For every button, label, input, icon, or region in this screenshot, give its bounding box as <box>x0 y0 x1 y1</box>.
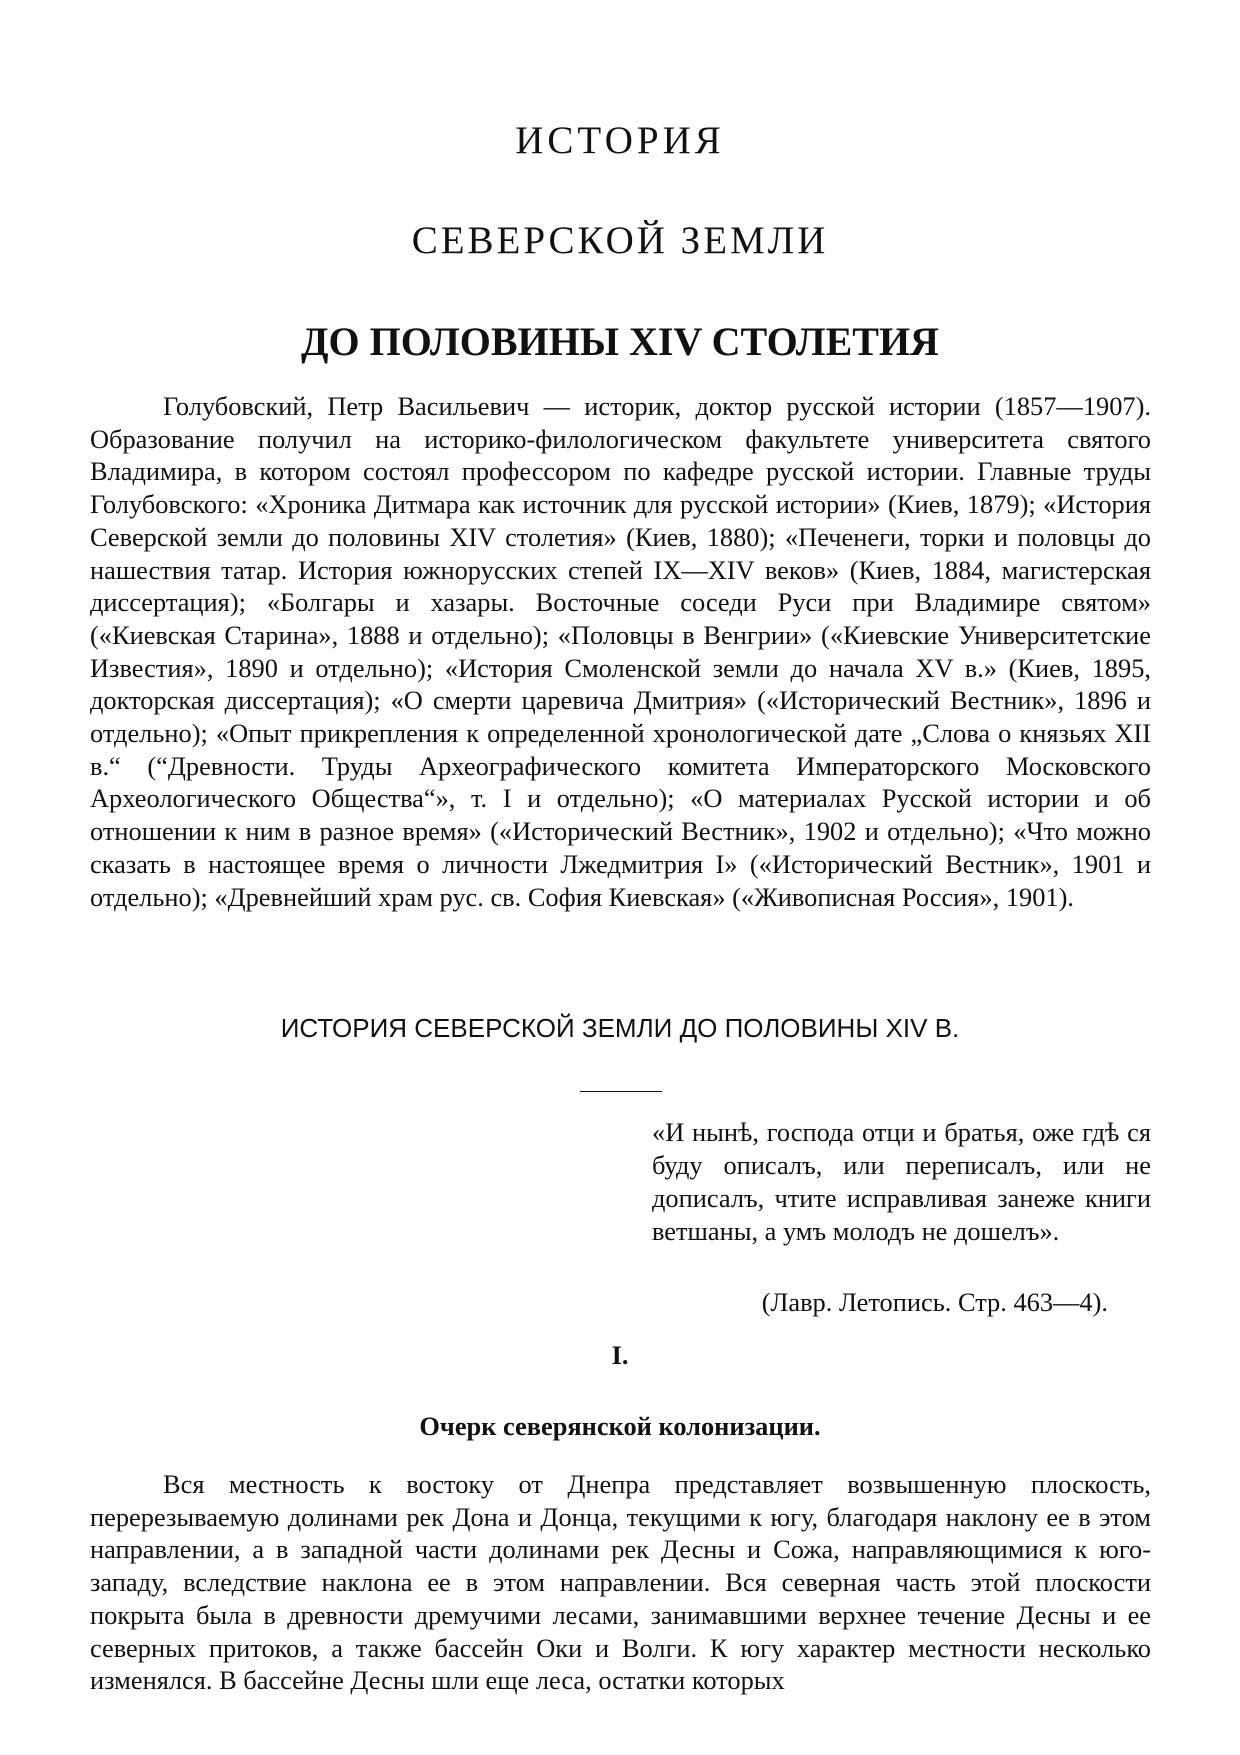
title-line-2: СЕВЕРСКОЙ ЗЕМЛИ <box>411 219 829 262</box>
title-line-1: ИСТОРИЯ <box>515 119 725 162</box>
epigraph-quote: «И нынѣ, господа отци и братья, оже гдѣ ся буду описалъ, или переписалъ, или не дописалъ, чтите исправливая занеже книги ветшаны, а умъ молодъ не дошелъ». <box>652 1117 1151 1246</box>
title-line-3: ДО ПОЛОВИНЫ XIV СТОЛЕТИЯ <box>301 319 939 364</box>
author-biography: Голубовский, Петр Васильевич — историк, доктор русской истории (1857—1907). Образование получил на историко-филологическом факультете университета святого Владимира, в котором состоял профессором по кафедре русской истории. Главные труды Голубовского: «Хроника Дитмара как источник для русской истории» (Киев, 1879); «История Северской земли до половины XIV столетия» (Киев, 1880); «Печенеги, торки и половцы до нашествия татар. История южнорусских степей IX—XIV веков» (Киев, 1884, магистерская диссертация); «Болгары и хазары. Восточные соседи Руси при Владимире святом» («Киевская Старина», 1888 и отдельно); «Половцы в Венгрии» («Киевские Университетские Известия», 1890 и отдельно); «История Смоленской земли до начала XV в.» (Киев, 1895, докторская диссертация); «О смерти царевича Дмитрия» («Исторический Вестник», 1896 и отдельно); «Опыт прикрепления к определенной хронологической дате „Слова о князьях XII в.“ (“Древности. Труды Археографического комитета Императорского Московского Археологического Общества“», т. I и отдельно); «О материалах Русской истории и об отношении к ним в разное время» («Исторический Вестник», 1902 и отдельно); «Что можно сказать в настоящее время о личности Лжедмитрия I» («Исторический Вестник», 1901 и отдельно); «Древнейший храм рус. св. София Киевская» («Живописная Россия», 1901). <box>90 391 1151 912</box>
work-subtitle: ИСТОРИЯ СЕВЕРСКОЙ ЗЕМЛИ ДО ПОЛОВИНЫ XIV В. <box>280 1013 960 1043</box>
chapter-body-paragraph: Вся местность к востоку от Днепра представляет возвышенную плоскость, перерезываемую долинами рек Дона и Донца, текущими к югу, благодаря наклону ее в этом направлении, а в западной части долинами рек Десны и Сожа, направляющимися к юго-западу, вследствие наклона ее в этом направлении. Вся северная часть этой плоскости покрыта была в древности дремучими лесами, занимавшими верхнее течение Десны и ее северных притоков, а также бассейн Оки и Волги. К югу характер местности несколько изменялся. В бассейне Десны шли еще леса, остатки которых <box>90 1469 1151 1696</box>
epigraph-source: (Лавр. Летопись. Стр. 463—4). <box>761 1287 1108 1317</box>
chapter-number: I. <box>611 1340 629 1370</box>
chapter-title: Очерк северянской колонизации. <box>419 1411 821 1441</box>
divider-rule <box>580 1091 662 1092</box>
